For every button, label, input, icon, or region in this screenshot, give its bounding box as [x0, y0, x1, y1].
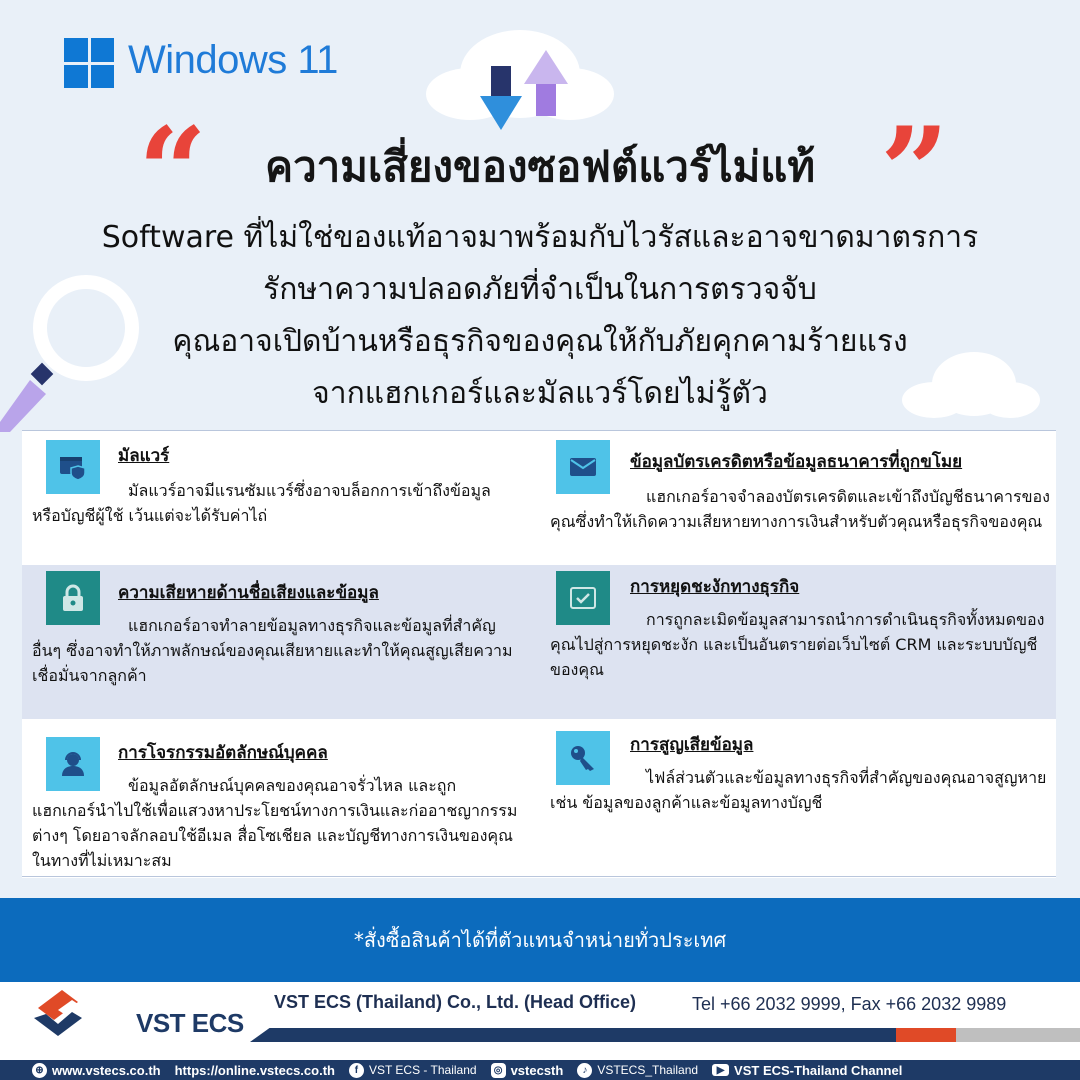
risk-item-data-loss [536, 719, 1047, 877]
vst-ecs-mark-icon [32, 988, 96, 1040]
risk-item-business-disruption [536, 565, 1045, 719]
notice-text: *สั่งซื้อสินค้าได้ที่ตัวแทนจำหน่ายทั่วประเทศ [353, 928, 727, 952]
social-link-instagram[interactable] [491, 1063, 564, 1078]
youtube-icon: ▶ [712, 1064, 729, 1076]
social-link-label: VSTECS_Thailand [597, 1063, 699, 1077]
cloud-decoration-top [420, 14, 620, 124]
tiktok-icon: ♪ [577, 1063, 592, 1078]
risk-item-body: ไฟล์ส่วนตัวและข้อมูลทางธุรกิจที่สำคัญของคุณอาจสูญหาย เช่น ข้อมูลของลูกค้าและข้อมูลทางบัญชี [550, 768, 1047, 812]
intro-line: รักษาความปลอดภัยที่จำเป็นในการตรวจจับ [263, 272, 817, 307]
risk-item-identity-theft [22, 719, 518, 877]
page-title: ความเสี่ยงของซอฟต์แวร์ไม่แท้ [264, 142, 816, 191]
vst-ecs-logo-text: VST ECS [136, 1008, 244, 1038]
intro-text [40, 212, 1040, 420]
risk-item-title: การโจรกรรมอัตลักษณ์บุคคล [118, 743, 328, 763]
windows-logo-icon [64, 38, 114, 88]
social-link-website[interactable] [32, 1063, 161, 1078]
footer-stripe [896, 1028, 956, 1042]
upload-arrow-icon [524, 50, 568, 120]
footer-stripe [956, 1028, 1080, 1042]
risk-item-body: ข้อมูลอัตลักษณ์บุคคลของคุณอาจรั่วไหล และถูกแฮกเกอร์นำไปใช้เพื่อแสวงหาประโยชน์ทางการเงินและก่ออาชญากรรมต่างๆ โดยอาจลักลอบใช้อีเมล สื่อโซเชียล และบัญชีทางการเงินของคุณในทางที่ไม่เหมาะสม [32, 776, 518, 870]
globe-icon: ⊕ [32, 1063, 47, 1078]
risk-item-title: การสูญเสียข้อมูล [630, 735, 754, 755]
risk-item-body: การถูกละเมิดข้อมูลสามารถนำการดำเนินธุรกิจทั้งหมดของคุณไปสู่การหยุดชะงัก และเป็นอันตรายต่อเว็บไซต์ CRM และระบบบัญชีของคุณ [550, 610, 1045, 679]
contact-info: Tel +66 2032 9999, Fax +66 2032 9989 [692, 994, 1007, 1014]
download-arrow-icon [480, 66, 522, 134]
risk-item-title: ข้อมูลบัตรเครดิตหรือข้อมูลธนาคารที่ถูกขโมย [630, 452, 963, 472]
intro-line: Software ที่ไม่ใช่ของแท้อาจมาพร้อมกับไวรัสและอาจขาดมาตรการ [101, 220, 979, 255]
windows-brand-text: Windows 11 [128, 38, 338, 82]
open-quote-icon: “ [138, 101, 208, 242]
vst-ecs-logo [32, 988, 244, 1040]
close-quote-icon: ” [880, 101, 950, 242]
risk-item-title: ความเสียหายด้านชื่อเสียงและข้อมูล [118, 583, 379, 603]
footer-stripe [250, 1028, 900, 1042]
risk-panel [22, 430, 1056, 878]
company-name: VST ECS (Thailand) Co., Ltd. (Head Office) [274, 992, 637, 1012]
risk-item-stolen-card [536, 430, 1050, 565]
instagram-icon: ◎ [491, 1063, 506, 1078]
intro-line: คุณอาจเปิดบ้านหรือธุรกิจของคุณให้กับภัยคุกคามร้ายแรง [172, 324, 908, 359]
social-link-facebook[interactable] [349, 1063, 477, 1078]
risk-item-body: แฮกเกอร์อาจจำลองบัตรเครดิตและเข้าถึงบัญชีธนาคารของคุณซึ่งทำให้เกิดความเสียหายทางการเงินสำหรับตัวคุณหรือธุรกิจของคุณ [550, 487, 1050, 531]
notice-bar [0, 898, 1080, 982]
social-link-online-store[interactable] [175, 1063, 335, 1078]
risk-item-body: แฮกเกอร์อาจทำลายข้อมูลทางธุรกิจและข้อมูลที่สำคัญอื่นๆ ซึ่งอาจทำให้ภาพลักษณ์ของคุณเสียหายและทำให้คุณสูญเสียความเชื่อมั่นจากลูกค้า [32, 616, 513, 685]
risk-item-malware [22, 430, 512, 565]
social-links-bar [0, 1060, 1080, 1080]
intro-line: จากแฮกเกอร์และมัลแวร์โดยไม่รู้ตัว [312, 376, 768, 411]
social-link-label: VST ECS-Thailand Channel [734, 1062, 903, 1078]
social-link-tiktok[interactable] [577, 1063, 698, 1078]
risk-item-reputation [22, 565, 512, 719]
facebook-icon: f [349, 1063, 364, 1078]
risk-item-title: การหยุดชะงักทางธุรกิจ [630, 577, 800, 597]
social-link-youtube[interactable] [712, 1063, 902, 1078]
social-link-label: https://online.vstecs.co.th [174, 1062, 335, 1078]
social-link-label: VST ECS - Thailand [368, 1063, 477, 1077]
social-link-label: vstecsth [510, 1062, 564, 1078]
social-link-label: www.vstecs.co.th [52, 1062, 161, 1078]
risk-item-title: มัลแวร์ [118, 446, 170, 466]
risk-item-body: มัลแวร์อาจมีแรนซัมแวร์ซึ่งอาจบล็อกการเข้าถึงข้อมูลหรือบัญชีผู้ใช้ เว้นแต่จะได้รับค่าไถ่ [32, 481, 491, 525]
